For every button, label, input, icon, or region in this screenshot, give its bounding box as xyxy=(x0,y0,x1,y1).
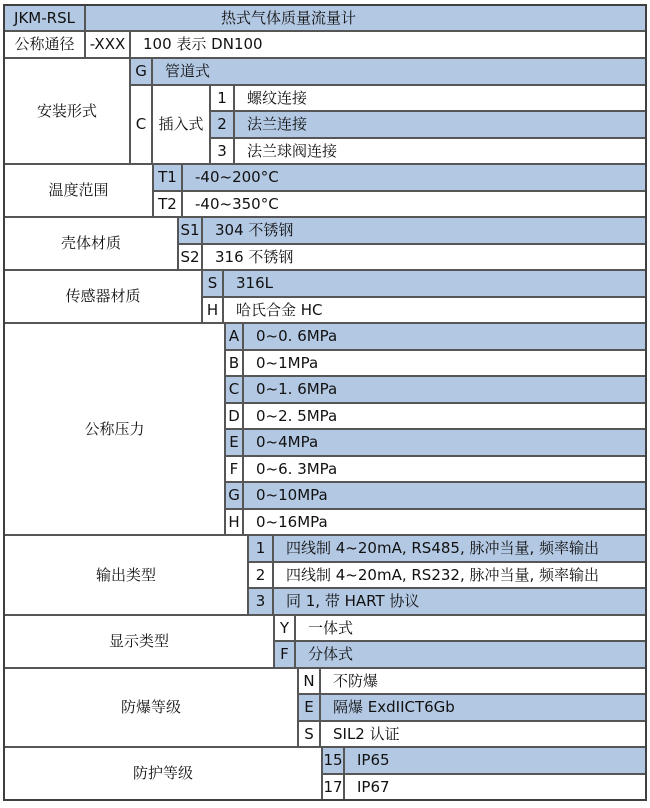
output-value-cell: 四线制 4~20mA, RS232, 脉冲当量, 频率输出 xyxy=(273,562,646,588)
pressure-value-cell: 0~6. 3MPa xyxy=(243,456,646,482)
pressure-value-cell: 0~2. 5MPa xyxy=(243,403,646,429)
output-code-cell: 3 xyxy=(248,588,273,615)
display-code-cell: Y xyxy=(274,615,295,641)
install-sub-value-cell: 法兰连接 xyxy=(234,111,646,138)
protection-code-cell: 17 xyxy=(322,774,344,800)
sensor-code-cell: S xyxy=(202,270,223,297)
display-code-cell: F xyxy=(274,641,295,668)
protection-code-cell: 15 xyxy=(322,747,344,774)
temperature-value-cell: -40~350°C xyxy=(182,191,646,217)
install-sub-code-cell: 2 xyxy=(210,111,234,138)
sensor-label-cell: 传感器材质 xyxy=(4,270,202,323)
protection-label-cell: 防护等级 xyxy=(4,747,322,800)
housing-label-cell: 壳体材质 xyxy=(4,217,178,270)
pressure-code-cell: H xyxy=(225,509,243,535)
diameter-code-cell: -XXX xyxy=(85,31,130,58)
pressure-label-cell: 公称压力 xyxy=(4,323,225,535)
install-insert-value-cell: 插入式 xyxy=(152,85,210,164)
protection-value-cell: IP65 xyxy=(344,747,646,774)
display-value-cell: 分体式 xyxy=(295,641,646,668)
product-title-cell: 热式气体质量流量计 xyxy=(85,5,646,31)
install-sub-value-cell: 螺纹连接 xyxy=(234,85,646,111)
install-insert-code-cell: C xyxy=(130,85,152,164)
pressure-code-cell: B xyxy=(225,350,243,376)
pressure-code-cell: G xyxy=(225,482,243,509)
protection-value-cell: IP67 xyxy=(344,774,646,800)
install-label-cell: 安装形式 xyxy=(4,58,130,164)
install-sub-code-cell: 3 xyxy=(210,138,234,164)
pressure-value-cell: 0~0. 6MPa xyxy=(243,323,646,350)
temperature-code-cell: T2 xyxy=(153,191,182,217)
explosion-value-cell: SIL2 认证 xyxy=(320,721,646,747)
sensor-code-cell: H xyxy=(202,297,223,323)
housing-value-cell: 316 不锈钢 xyxy=(202,244,646,270)
sensor-value-cell: 316L xyxy=(223,270,646,297)
explosion-code-cell: N xyxy=(298,668,320,694)
sensor-value-cell: 哈氏合金 HC xyxy=(223,297,646,323)
pressure-value-cell: 0~16MPa xyxy=(243,509,646,535)
pressure-code-cell: F xyxy=(225,456,243,482)
model-code-cell: JKM-RSL xyxy=(4,5,85,31)
housing-code-cell: S2 xyxy=(178,244,202,270)
explosion-code-cell: S xyxy=(298,721,320,747)
explosion-value-cell: 不防爆 xyxy=(320,668,646,694)
explosion-label-cell: 防爆等级 xyxy=(4,668,298,747)
temperature-label-cell: 温度范围 xyxy=(4,164,153,217)
output-value-cell: 同 1, 带 HART 协议 xyxy=(273,588,646,615)
temperature-value-cell: -40~200°C xyxy=(182,164,646,191)
output-label-cell: 输出类型 xyxy=(4,535,248,615)
output-code-cell: 2 xyxy=(248,562,273,588)
pressure-code-cell: E xyxy=(225,429,243,456)
diameter-desc-cell: 100 表示 DN100 xyxy=(130,31,646,58)
pressure-code-cell: C xyxy=(225,376,243,403)
display-value-cell: 一体式 xyxy=(295,615,646,641)
output-code-cell: 1 xyxy=(248,535,273,562)
output-value-cell: 四线制 4~20mA, RS485, 脉冲当量, 频率输出 xyxy=(273,535,646,562)
install-pipe-code-cell: G xyxy=(130,58,152,85)
pressure-value-cell: 0~1MPa xyxy=(243,350,646,376)
explosion-value-cell: 隔爆 ExdIICT6Gb xyxy=(320,694,646,721)
pressure-value-cell: 0~4MPa xyxy=(243,429,646,456)
pressure-value-cell: 0~10MPa xyxy=(243,482,646,509)
install-sub-code-cell: 1 xyxy=(210,85,234,111)
housing-code-cell: S1 xyxy=(178,217,202,244)
temperature-code-cell: T1 xyxy=(153,164,182,191)
install-pipe-value-cell: 管道式 xyxy=(152,58,646,85)
install-sub-value-cell: 法兰球阀连接 xyxy=(234,138,646,164)
diameter-label-cell: 公称通径 xyxy=(4,31,85,58)
pressure-code-cell: A xyxy=(225,323,243,350)
pressure-value-cell: 0~1. 6MPa xyxy=(243,376,646,403)
explosion-code-cell: E xyxy=(298,694,320,721)
display-label-cell: 显示类型 xyxy=(4,615,274,668)
housing-value-cell: 304 不锈钢 xyxy=(202,217,646,244)
pressure-code-cell: D xyxy=(225,403,243,429)
